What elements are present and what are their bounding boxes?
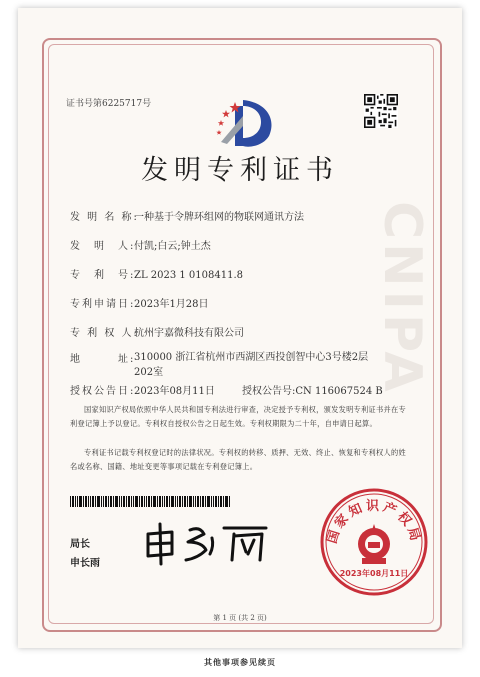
grant-number-value: CN 116067524 B (295, 386, 383, 397)
field-label: 专 利 权 人: (70, 328, 139, 339)
signatory-title: 局长 (70, 539, 90, 550)
field-value: 付凯;白云;钟土杰 (134, 241, 211, 252)
field-address (70, 350, 384, 380)
field-value: 2023年1月28日 (134, 299, 209, 310)
field-label: 发 明 人: (70, 241, 136, 252)
document-title: 发明专利证书 (141, 155, 339, 186)
field-value: 310000 浙江省杭州市西湖区西投创智中心3号楼2层202室 (134, 352, 369, 378)
seal-date: 2023年08月11日 (339, 569, 409, 578)
field-label: 地 址: (70, 354, 136, 365)
field-label: 专 利 号: (70, 270, 136, 281)
grant-date-value: 2023年08月11日 (134, 386, 215, 397)
seal-text: 国家知识产权局 (324, 499, 424, 546)
page-number: 第 1 页 (共 2 页) (213, 614, 267, 622)
certificate-sheet (18, 8, 462, 648)
field-grant (70, 382, 383, 397)
field-inventors (70, 237, 211, 252)
signatory-name: 申长雨 (70, 558, 100, 569)
barcode-icon (70, 496, 230, 507)
field-label: 专利申请日: (70, 299, 136, 310)
watermark: CNIPA (372, 200, 432, 396)
field-application-date (70, 295, 209, 310)
grant-date-label: 授权公告日: (70, 386, 136, 397)
footer-note: 其他事项参见续页 (204, 658, 276, 667)
handwritten-signature-icon (142, 520, 272, 566)
field-value: 杭州宇嘉微科技有限公司 (134, 328, 244, 339)
field-invention-name (70, 208, 304, 223)
field-value: ZL 2023 1 0108411.8 (134, 270, 244, 281)
field-value: 一种基于令牌环组网的物联网通讯方法 (134, 212, 304, 223)
field-patent-number (70, 266, 243, 281)
field-patentee (70, 324, 244, 339)
certificate-number: 证书号第6225717号 (66, 99, 152, 109)
official-seal-icon (318, 486, 430, 598)
cnipa-logo-icon (213, 96, 283, 148)
paragraph-legal-status: 专利证书记载专利权登记时的法律状况。专利权的转移、质押、无效、终止、恢复和专利权人的姓名或名称、国籍、地址变更等事项记载在专利登记簿上。 (70, 448, 406, 471)
grant-number-label: 授权公告号: (242, 386, 296, 397)
field-label: 发 明 名 称: (70, 212, 139, 223)
qr-code-icon (364, 94, 398, 128)
paragraph-grant-notice: 国家知识产权局依照中华人民共和国专利法进行审查，决定授予专利权，颁发发明专利证书并在专利登记簿上予以登记。专利权自授权公告之日起生效。专利权期限为二十年，自申请日起算。 (70, 405, 406, 428)
